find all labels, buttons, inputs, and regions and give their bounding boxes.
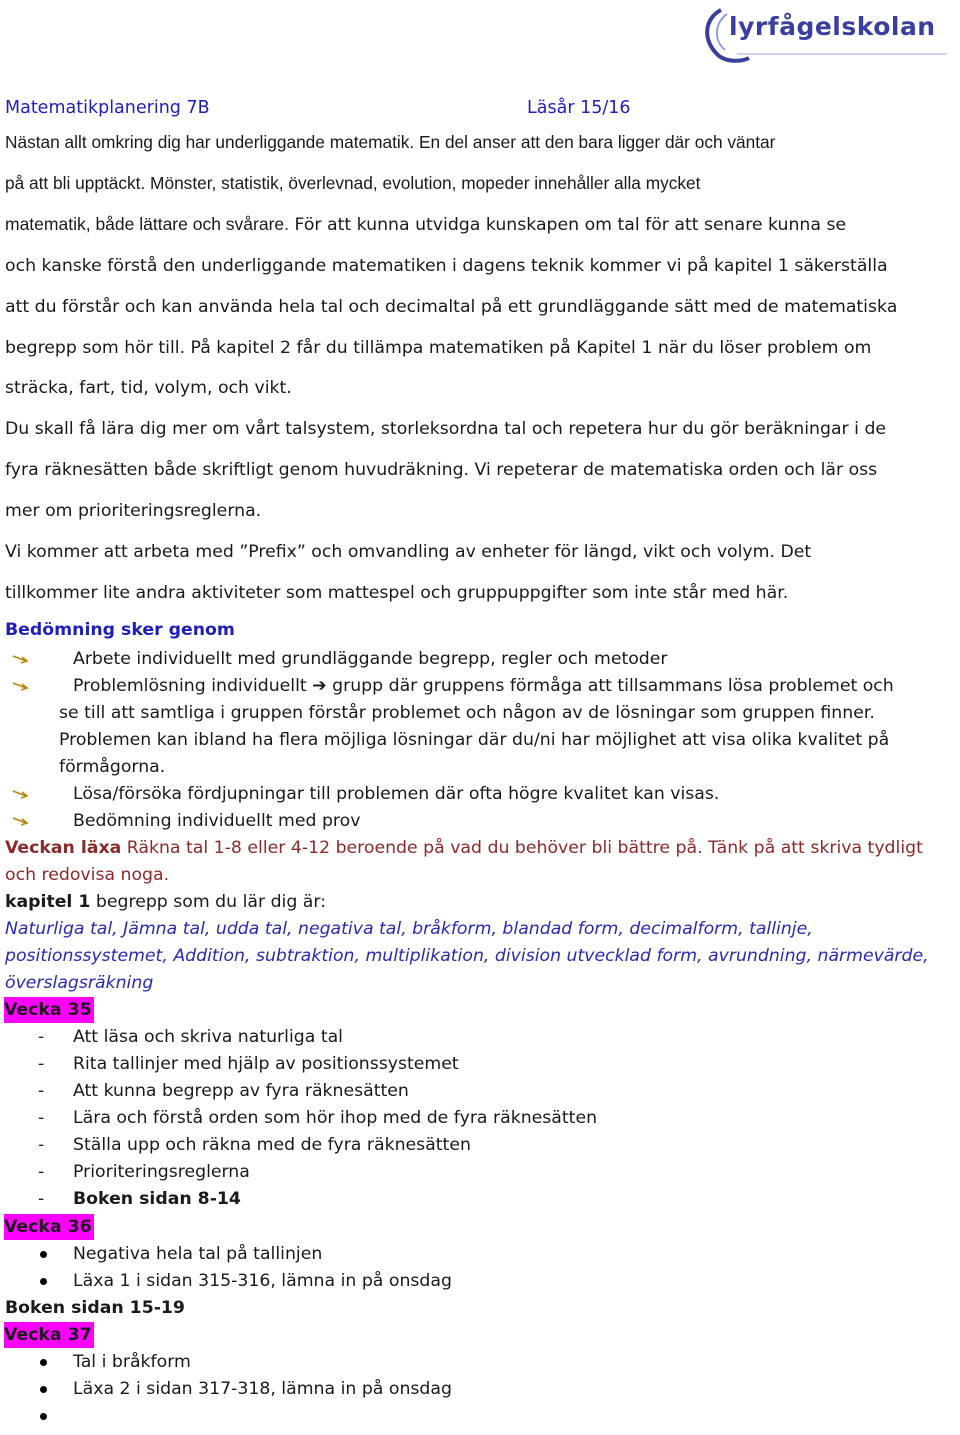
list-item: - Ställa upp och räkna med de fyra räknesätten [38,1135,471,1156]
intro-line: att du förstår och kan använda hela tal och decimaltal på ett grundläggande sätt med de matematiska [5,296,898,317]
book-pages: Boken sidan 15-19 [5,1297,185,1318]
intro-text [5,122,940,614]
week-label: Vecka 36 [4,1214,94,1240]
assessment-item-text: Arbete individuellt med grundläggande begrepp, regler och metoder [73,648,668,669]
school-year: Läsår 15/16 [527,98,631,118]
assessment-item-continuation: se till att samtliga i gruppen förstår problemet och någon av de lösningar som gruppen finner. Problemen kan ibland ha flera möjliga lösningar där du/ni har möjlighet att visa olika kvalitet på förmågorna. [59,702,890,777]
item-text: Negativa hela tal på tallinjen [73,1243,323,1264]
assessment-list [5,646,940,835]
item-text: Rita tallinjer med hjälp av positionssystemet [73,1053,459,1074]
intro-segment: matematik, både lättare och svårare. [5,213,290,234]
arrow-bullet-icon [12,789,30,799]
chapter-intro [5,889,940,916]
list-item [5,1268,940,1295]
chapter-concepts: Naturliga tal, Jämna tal, udda tal, negativa tal, bråkform, blandad form, decimalform, tallinje, positionssystemet, Addition, subtraktion, multiplikation, division utvecklad form, avrundning, närmevärde, överslagsräkning [5,918,929,993]
bullet-icon [40,1359,47,1366]
bullet-icon [40,1278,47,1285]
arrow-bullet-icon [12,681,30,691]
item-text: Lära och förstå orden som hör ihop med de fyra räknesätten [73,1108,598,1129]
list-item: - Prioriteringsreglerna [38,1162,250,1183]
item-text: Prioriteringsreglerna [73,1162,250,1183]
arrow-bullet-icon [12,654,30,664]
intro-segment: För att kunna utvidga kunskapen om tal för att senare kunna se [289,214,847,235]
intro-line: sträcka, fart, tid, volym, och vikt. [5,378,292,399]
intro-line: begrepp som hör till. På kapitel 2 får du tillämpa matematiken på Kapitel 1 när du löser problem om [5,337,872,358]
week35-list [5,1024,940,1214]
assessment-item-text: Bedömning individuellt med prov [73,810,361,831]
intro-line: tillkommer lite andra aktiviteter som mattespel och gruppuppgifter som inte står med här. [5,582,789,603]
bullet-icon [40,1413,47,1420]
document-header [5,94,940,122]
item-text: Att kunna begrepp av fyra räknesätten [73,1081,409,1102]
assessment-heading: Bedömning sker genom [5,619,235,640]
week36-list [5,1241,940,1295]
bullet-icon [40,1251,47,1258]
item-text: Läxa 2 i sidan 317-318, lämna in på onsdag [73,1378,452,1399]
list-item: - Lära och förstå orden som hör ihop med de fyra räknesätten [38,1108,598,1129]
list-item: - Att kunna begrepp av fyra räknesätten [38,1081,409,1102]
school-logo [697,4,952,66]
item-text: Läxa 1 i sidan 315-316, lämna in på onsdag [73,1270,452,1291]
homework-text: Räkna tal 1-8 eller 4-12 beroende på vad du behöver bli bättre på. Tänk på att skriva tydligt och redovisa noga. [5,837,923,885]
intro-line: Vi kommer att arbeta med ”Prefix” och omvandling av enheter för längd, vikt och volym. Det [5,542,812,563]
assessment-item-text: Problemlösning individuellt ➔ grupp där gruppens förmåga att tillsammans lösa problemet och [73,675,894,696]
logo-text: lyrfågelskolan [729,12,936,41]
page-title: Matematikplanering 7B [5,98,210,118]
intro-line: fyra räknesätten både skriftligt genom huvudräkning. Vi repeterar de matematiska orden och lär oss [5,460,878,481]
list-item: - Att läsa och skriva naturliga tal [38,1026,343,1047]
chapter-text: begrepp som du lär dig är: [90,891,327,912]
list-item [5,1376,940,1403]
assessment-item-text: Lösa/försöka fördjupningar till problemen där ofta högre kvalitet kan visas. [73,783,720,804]
list-item [5,808,940,835]
list-item [5,673,940,781]
week37-list [5,1349,940,1430]
intro-line: Du skall få lära dig mer om vårt talsystem, storleksordna tal och repetera hur du gör beräkningar i de [5,419,887,440]
intro-line: på att bli upptäckt. Mönster, statistik, överlevnad, evolution, mopeder innehåller alla mycket [5,172,701,193]
list-item [5,781,940,808]
document-body [5,94,940,1430]
list-item: - Rita tallinjer med hjälp av positionssystemet [38,1053,459,1074]
item-text: Ställa upp och räkna med de fyra räknesätten [73,1135,471,1156]
arrow-bullet-icon [12,816,30,826]
intro-line [5,204,940,246]
list-item [5,1403,940,1430]
list-item [5,646,940,673]
item-text: Boken sidan 8-14 [73,1189,241,1210]
bullet-icon [40,1386,47,1393]
week-label: Vecka 37 [4,1322,94,1348]
homework-paragraph [5,835,940,889]
item-text: Att läsa och skriva naturliga tal [73,1026,343,1047]
list-item [5,1349,940,1376]
homework-label: Veckan läxa [5,837,122,858]
item-text: Tal i bråkform [73,1351,191,1372]
chapter-label: kapitel 1 [5,891,91,912]
week-label: Vecka 35 [4,997,94,1023]
intro-line: mer om prioriteringsreglerna. [5,501,262,522]
intro-line: och kanske förstå den underliggande matematiken i dagens teknik kommer vi på kapitel 1 säkerställa [5,255,888,276]
list-item: - Boken sidan 8-14 [38,1189,241,1210]
intro-line: Nästan allt omkring dig har underliggande matematik. En del anser att den bara ligger där och väntar [5,132,776,152]
list-item [5,1241,940,1268]
